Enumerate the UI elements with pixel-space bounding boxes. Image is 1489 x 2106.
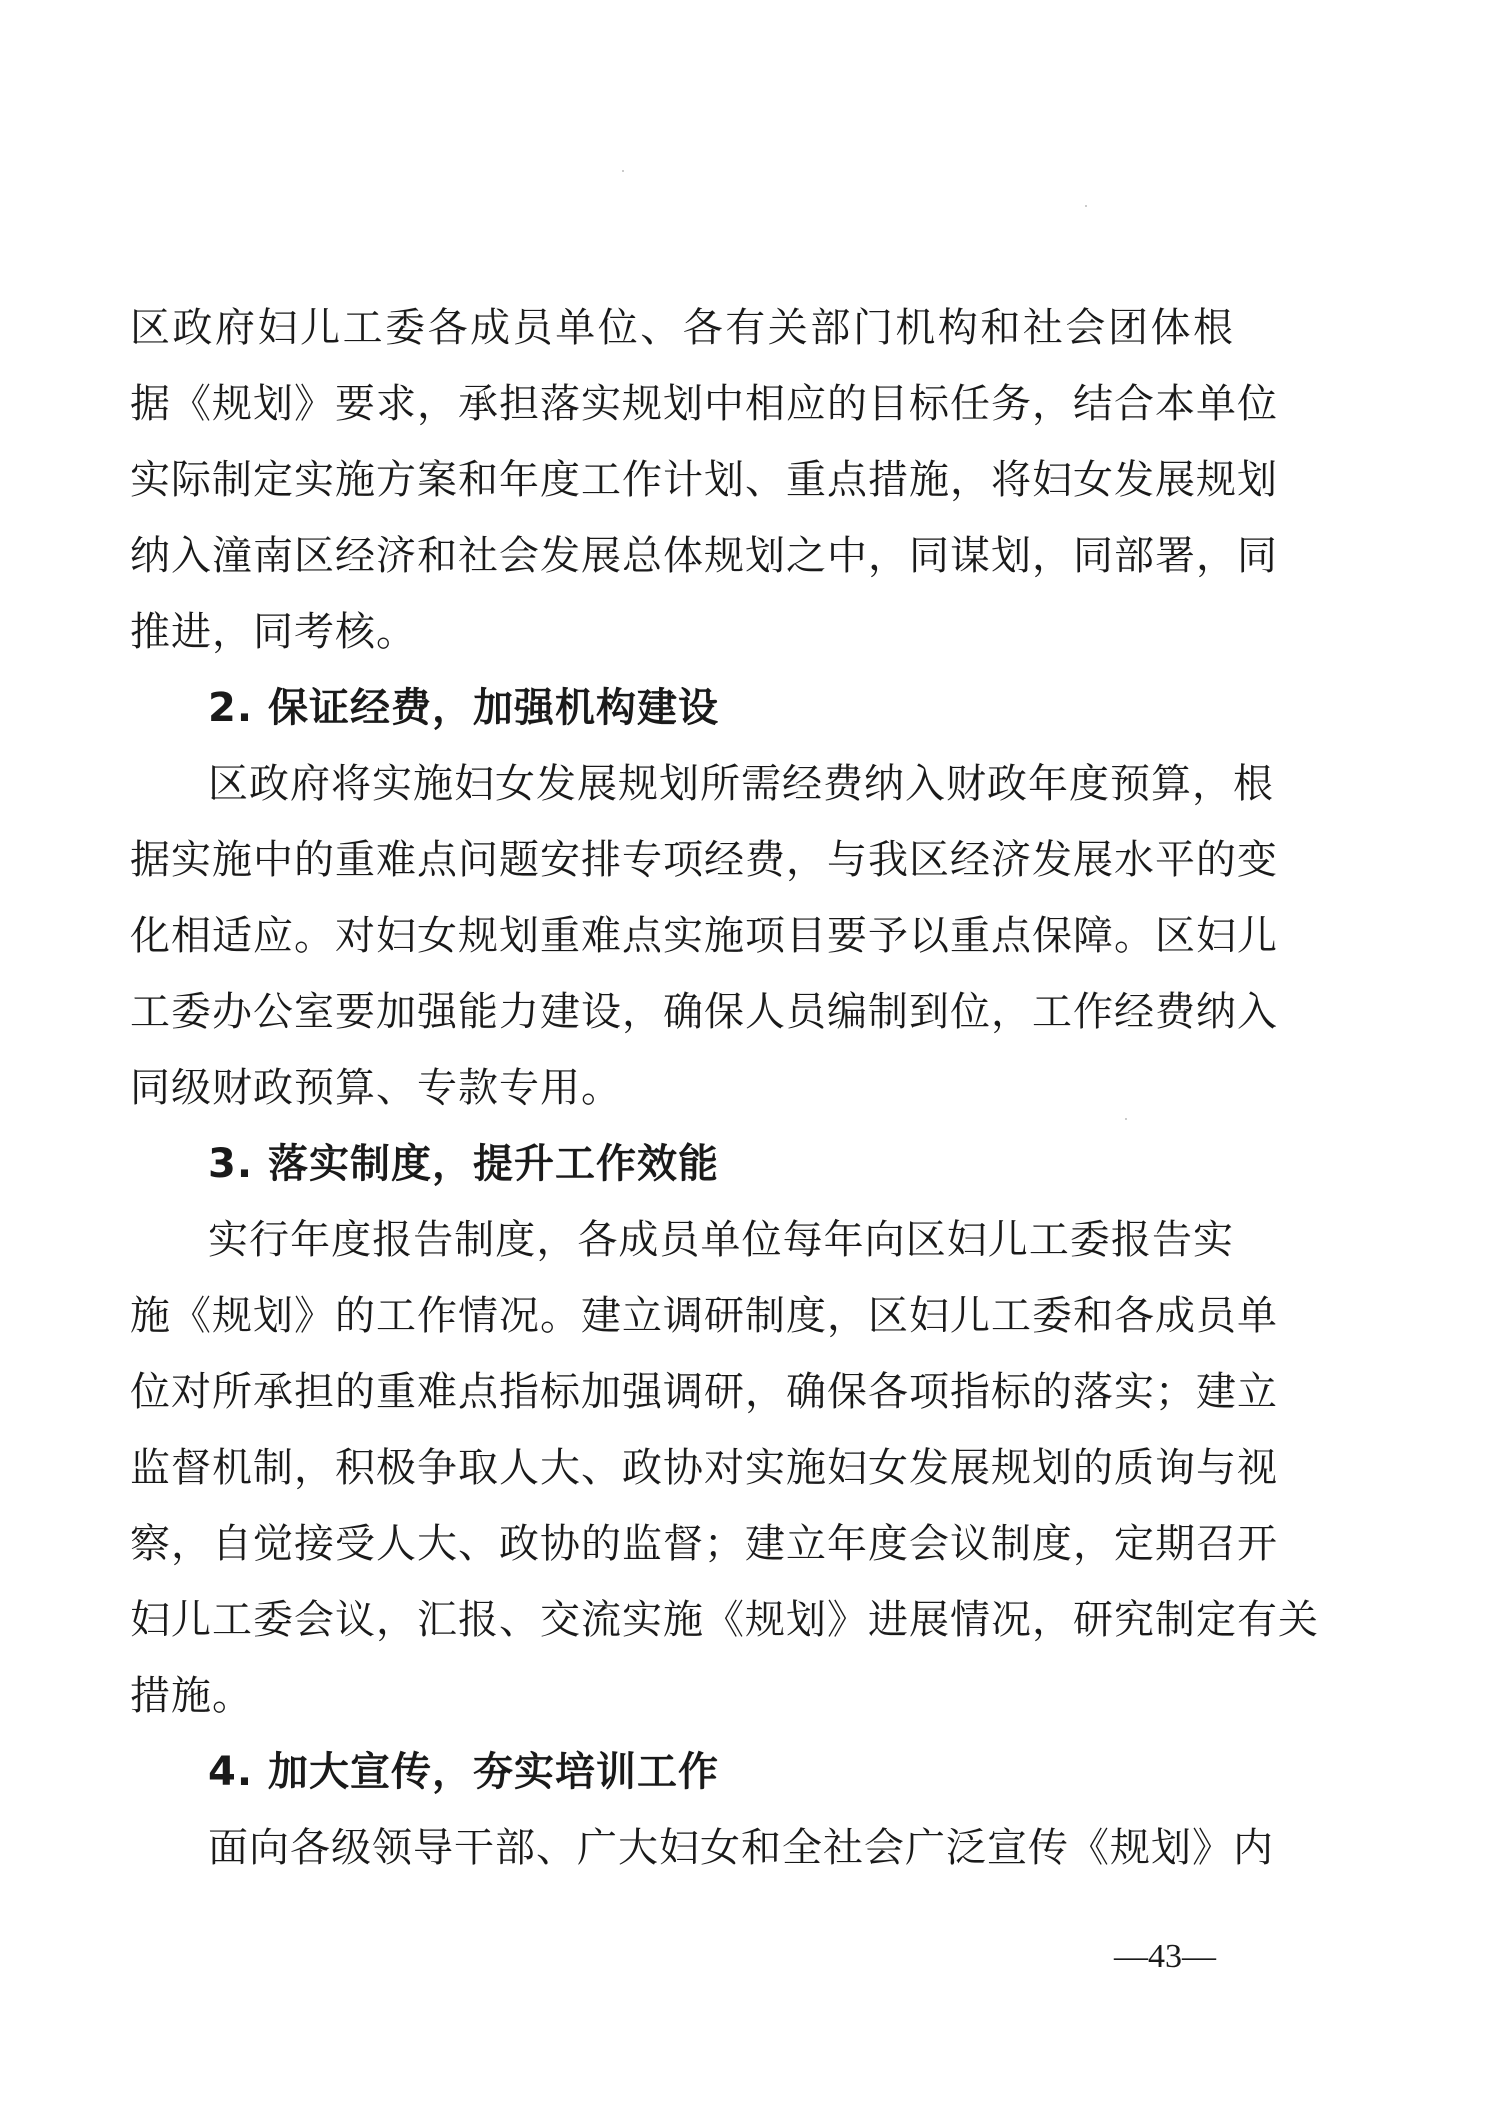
section-3-line-3: 位对所承担的重难点指标加强调研，确保各项指标的落实；建立 bbox=[130, 1369, 1278, 1415]
scan-speck bbox=[1085, 205, 1087, 207]
scan-speck bbox=[622, 170, 624, 172]
section-2-line-4: 工委办公室要加强能力建设，确保人员编制到位，工作经费纳入 bbox=[130, 989, 1278, 1035]
section-4-line-1: 面向各级领导干部、广大妇女和全社会广泛宣传《规划》内 bbox=[208, 1825, 1274, 1871]
section-3-line-1: 实行年度报告制度，各成员单位每年向区妇儿工委报告实 bbox=[208, 1217, 1234, 1263]
section-2-line-3: 化相适应。对妇女规划重难点实施项目要予以重点保障。区妇儿 bbox=[130, 913, 1278, 959]
paragraph-1-line-1: 区政府妇儿工委各成员单位、各有关部门机构和社会团体根 bbox=[130, 305, 1234, 351]
paragraph-1-line-3: 实际制定实施方案和年度工作计划、重点措施，将妇女发展规划 bbox=[130, 457, 1278, 503]
paragraph-1-line-4: 纳入潼南区经济和社会发展总体规划之中，同谋划，同部署，同 bbox=[130, 533, 1278, 579]
section-3-heading: 3. 落实制度，提升工作效能 bbox=[208, 1141, 719, 1187]
page-number: —43— bbox=[1114, 1938, 1216, 1975]
section-2-line-1: 区政府将实施妇女发展规划所需经费纳入财政年度预算，根 bbox=[208, 761, 1274, 807]
section-3-line-7: 措施。 bbox=[130, 1673, 253, 1719]
paragraph-1-line-2: 据《规划》要求，承担落实规划中相应的目标任务，结合本单位 bbox=[130, 381, 1278, 427]
section-2-line-2: 据实施中的重难点问题安排专项经费，与我区经济发展水平的变 bbox=[130, 837, 1278, 883]
section-3-line-4: 监督机制，积极争取人大、政协对实施妇女发展规划的质询与视 bbox=[130, 1445, 1278, 1491]
section-2-heading: 2. 保证经费，加强机构建设 bbox=[208, 685, 719, 731]
section-3-line-6: 妇儿工委会议，汇报、交流实施《规划》进展情况，研究制定有关 bbox=[130, 1597, 1319, 1643]
section-3-line-5: 察，自觉接受人大、政协的监督；建立年度会议制度，定期召开 bbox=[130, 1521, 1278, 1567]
section-4-heading: 4. 加大宣传，夯实培训工作 bbox=[208, 1749, 719, 1795]
scan-speck bbox=[1125, 1118, 1127, 1120]
section-2-line-5: 同级财政预算、专款专用。 bbox=[130, 1065, 622, 1111]
paragraph-1-line-5: 推进，同考核。 bbox=[130, 609, 417, 655]
section-3-line-2: 施《规划》的工作情况。建立调研制度，区妇儿工委和各成员单 bbox=[130, 1293, 1278, 1339]
